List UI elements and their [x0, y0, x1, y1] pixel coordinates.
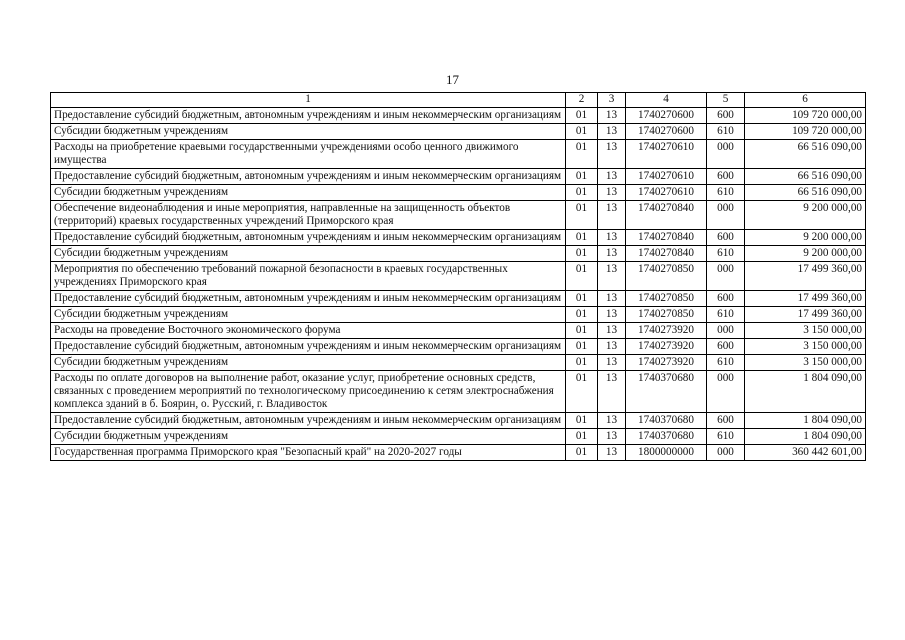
row-code-5: 610: [707, 307, 745, 323]
row-code-3: 13: [598, 201, 626, 230]
row-code-2: 01: [566, 246, 598, 262]
row-code-2: 01: [566, 108, 598, 124]
table-row: [51, 262, 866, 291]
row-code-3: 13: [598, 323, 626, 339]
row-code-5: 600: [707, 291, 745, 307]
row-code-2: 01: [566, 371, 598, 413]
row-code-4: 1800000000: [626, 445, 707, 461]
row-code-4: 1740273920: [626, 355, 707, 371]
row-amount: 3 150 000,00: [745, 323, 866, 339]
row-code-3: 13: [598, 230, 626, 246]
column-header: 5: [707, 93, 745, 108]
row-code-2: 01: [566, 201, 598, 230]
row-code-4: 1740370680: [626, 413, 707, 429]
row-code-5: 610: [707, 246, 745, 262]
row-code-5: 600: [707, 108, 745, 124]
row-code-3: 13: [598, 169, 626, 185]
row-code-2: 01: [566, 124, 598, 140]
row-code-2: 01: [566, 169, 598, 185]
row-code-4: 1740270600: [626, 108, 707, 124]
budget-table: [50, 92, 866, 461]
row-code-5: 600: [707, 413, 745, 429]
row-code-5: 000: [707, 323, 745, 339]
column-header: 4: [626, 93, 707, 108]
row-amount: 1 804 090,00: [745, 429, 866, 445]
row-code-2: 01: [566, 429, 598, 445]
row-amount: 109 720 000,00: [745, 108, 866, 124]
row-name: Расходы по оплате договоров на выполнение работ, оказание услуг, приобретение основных средств, связанных с проведением мероприятий по технологическому присоединению к сетям электроснабжения комплекса зданий в б. Боярин, о. Русский, г. Владивосток: [51, 371, 566, 413]
row-amount: 66 516 090,00: [745, 185, 866, 201]
row-name: Субсидии бюджетным учреждениям: [51, 124, 566, 140]
table-row: [51, 246, 866, 262]
table-row: [51, 169, 866, 185]
row-code-3: 13: [598, 429, 626, 445]
row-code-4: 1740270610: [626, 140, 707, 169]
table-body: [51, 108, 866, 461]
row-code-3: 13: [598, 108, 626, 124]
row-code-4: 1740273920: [626, 323, 707, 339]
row-code-3: 13: [598, 246, 626, 262]
row-code-4: 1740270850: [626, 307, 707, 323]
row-amount: 66 516 090,00: [745, 169, 866, 185]
table-row: [51, 307, 866, 323]
table-row: [51, 185, 866, 201]
row-code-4: 1740370680: [626, 429, 707, 445]
table-row: [51, 140, 866, 169]
row-code-4: 1740370680: [626, 371, 707, 413]
table-row: [51, 291, 866, 307]
row-amount: 9 200 000,00: [745, 246, 866, 262]
row-code-4: 1740270610: [626, 169, 707, 185]
row-name: Государственная программа Приморского края "Безопасный край" на 2020-2027 годы: [51, 445, 566, 461]
table-row: [51, 339, 866, 355]
row-code-3: 13: [598, 140, 626, 169]
row-amount: 9 200 000,00: [745, 230, 866, 246]
row-code-5: 000: [707, 445, 745, 461]
row-code-5: 000: [707, 140, 745, 169]
row-code-2: 01: [566, 291, 598, 307]
table-row: [51, 429, 866, 445]
row-code-2: 01: [566, 339, 598, 355]
row-code-4: 1740270850: [626, 262, 707, 291]
header-row: [51, 93, 866, 108]
row-code-2: 01: [566, 262, 598, 291]
row-code-2: 01: [566, 413, 598, 429]
row-name: Субсидии бюджетным учреждениям: [51, 355, 566, 371]
row-code-2: 01: [566, 323, 598, 339]
row-code-3: 13: [598, 124, 626, 140]
row-code-2: 01: [566, 185, 598, 201]
row-amount: 109 720 000,00: [745, 124, 866, 140]
table-row: [51, 371, 866, 413]
row-code-5: 610: [707, 124, 745, 140]
row-code-5: 610: [707, 355, 745, 371]
row-code-4: 1740270850: [626, 291, 707, 307]
row-code-4: 1740270840: [626, 201, 707, 230]
row-code-5: 610: [707, 429, 745, 445]
row-code-4: 1740270840: [626, 230, 707, 246]
row-code-5: 000: [707, 262, 745, 291]
row-code-2: 01: [566, 140, 598, 169]
table-row: [51, 124, 866, 140]
row-name: Предоставление субсидий бюджетным, автономным учреждениям и иным некоммерческим организациям: [51, 230, 566, 246]
row-amount: 360 442 601,00: [745, 445, 866, 461]
row-amount: 17 499 360,00: [745, 291, 866, 307]
table-row: [51, 413, 866, 429]
row-code-3: 13: [598, 413, 626, 429]
table-row: [51, 355, 866, 371]
row-code-3: 13: [598, 291, 626, 307]
row-code-5: 610: [707, 185, 745, 201]
row-code-3: 13: [598, 307, 626, 323]
row-amount: 1 804 090,00: [745, 413, 866, 429]
table-row: [51, 201, 866, 230]
row-name: Субсидии бюджетным учреждениям: [51, 185, 566, 201]
row-code-2: 01: [566, 355, 598, 371]
column-header: 2: [566, 93, 598, 108]
table-row: [51, 230, 866, 246]
row-name: Предоставление субсидий бюджетным, автономным учреждениям и иным некоммерческим организациям: [51, 413, 566, 429]
column-header: 6: [745, 93, 866, 108]
row-name: Предоставление субсидий бюджетным, автономным учреждениям и иным некоммерческим организациям: [51, 339, 566, 355]
row-code-3: 13: [598, 355, 626, 371]
row-name: Мероприятия по обеспечению требований пожарной безопасности в краевых государственных учреждениях Приморского края: [51, 262, 566, 291]
row-amount: 1 804 090,00: [745, 371, 866, 413]
row-code-5: 600: [707, 339, 745, 355]
column-header: 1: [51, 93, 566, 108]
row-name: Расходы на проведение Восточного экономического форума: [51, 323, 566, 339]
row-code-2: 01: [566, 307, 598, 323]
row-code-4: 1740270600: [626, 124, 707, 140]
row-code-4: 1740273920: [626, 339, 707, 355]
table-row: [51, 323, 866, 339]
table-header: [51, 93, 866, 108]
row-amount: 3 150 000,00: [745, 355, 866, 371]
row-amount: 3 150 000,00: [745, 339, 866, 355]
row-name: Обеспечение видеонаблюдения и иные мероприятия, направленные на защищенность объектов (территорий) краевых государственных учреждений Приморского края: [51, 201, 566, 230]
row-code-3: 13: [598, 445, 626, 461]
row-amount: 17 499 360,00: [745, 262, 866, 291]
row-code-3: 13: [598, 339, 626, 355]
table-row: [51, 108, 866, 124]
page-number: 17: [446, 72, 459, 87]
row-code-3: 13: [598, 262, 626, 291]
row-code-2: 01: [566, 230, 598, 246]
row-name: Субсидии бюджетным учреждениям: [51, 246, 566, 262]
row-code-4: 1740270610: [626, 185, 707, 201]
row-code-2: 01: [566, 445, 598, 461]
row-name: Предоставление субсидий бюджетным, автономным учреждениям и иным некоммерческим организациям: [51, 169, 566, 185]
row-name: Предоставление субсидий бюджетным, автономным учреждениям и иным некоммерческим организациям: [51, 108, 566, 124]
row-name: Расходы на приобретение краевыми государственными учреждениями особо ценного движимого имущества: [51, 140, 566, 169]
row-code-5: 000: [707, 201, 745, 230]
column-header: 3: [598, 93, 626, 108]
row-amount: 9 200 000,00: [745, 201, 866, 230]
row-code-3: 13: [598, 185, 626, 201]
row-code-4: 1740270840: [626, 246, 707, 262]
row-code-5: 000: [707, 371, 745, 413]
table-row: [51, 445, 866, 461]
row-amount: 17 499 360,00: [745, 307, 866, 323]
row-code-5: 600: [707, 230, 745, 246]
row-amount: 66 516 090,00: [745, 140, 866, 169]
row-code-5: 600: [707, 169, 745, 185]
row-code-3: 13: [598, 371, 626, 413]
row-name: Субсидии бюджетным учреждениям: [51, 429, 566, 445]
row-name: Предоставление субсидий бюджетным, автономным учреждениям и иным некоммерческим организациям: [51, 291, 566, 307]
row-name: Субсидии бюджетным учреждениям: [51, 307, 566, 323]
